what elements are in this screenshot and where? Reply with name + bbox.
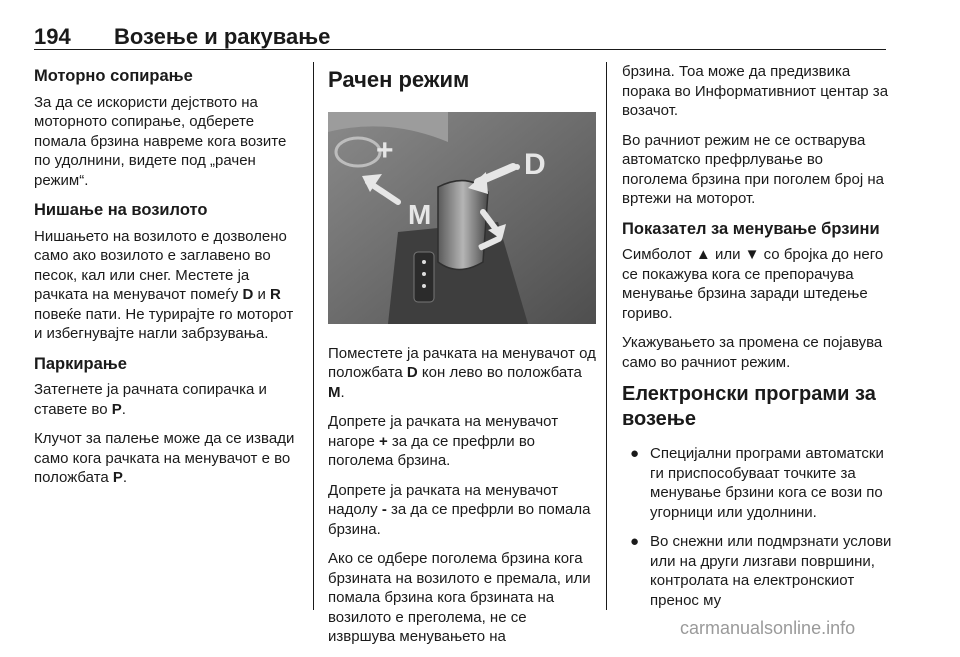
text-run: кон лево во положбата xyxy=(417,364,582,381)
text-run: за да се префрли во поголема брзина. xyxy=(328,432,535,469)
text-run: Нишањето на возилото е дозволено само ако возилото е заглавено во песок, кал или снег. Местете ја рачката на менувачот помеѓу xyxy=(34,227,287,304)
list-item-text: Во снежни или подмрзнати услови или на други лизгави површини, контролата на електронскиот пренос му xyxy=(650,533,892,609)
paragraph-parking-2 xyxy=(34,429,296,488)
text-run: за да се префрли во помала брзина. xyxy=(328,501,591,538)
text-run: . xyxy=(340,383,345,401)
text-run: повеќе пати. Не турирајте го моторот и избегнувајте нагли забрзувања. xyxy=(34,305,294,343)
text-bold-p: P xyxy=(112,469,123,487)
text-run: Допрете ја рачката на менувачот нагоре xyxy=(328,413,559,450)
text-bold-minus: - xyxy=(381,501,387,518)
label-m: M xyxy=(408,198,432,230)
text-run: Допрете ја рачката на менувачот надолу xyxy=(328,481,559,518)
column-2 xyxy=(328,62,596,657)
d-dot xyxy=(514,164,520,170)
label-d: D xyxy=(524,147,546,181)
page-header xyxy=(34,20,886,52)
heading-shift-indicator: Показател за менување брзини xyxy=(622,219,880,238)
paragraph-no-auto-shift: Во рачниот режим не се остварува автоматско префрлување во поголема брзина при поголем број на вртежи на моторот. xyxy=(622,131,884,207)
column-1 xyxy=(34,62,296,498)
text-bold-m: M xyxy=(328,383,341,401)
heading-rocking-vehicle: Нишање на возилото xyxy=(34,201,208,220)
heading-manual-mode: Рачен режим xyxy=(328,67,470,92)
paragraph-manual-3 xyxy=(328,481,596,540)
paragraph-engine-braking: За да се искористи дејството на моторното сопирање, одберете помала брзина навреме кога возите по удолнини, видете под „рачен режим“. xyxy=(34,93,287,189)
page-number: 194 xyxy=(34,24,71,49)
list-item xyxy=(622,444,892,522)
indicator-dot xyxy=(422,260,426,264)
list-item xyxy=(622,532,892,610)
gear-knob xyxy=(438,180,488,269)
page-title: Возење и ракување xyxy=(114,24,331,49)
gear-lever-photo xyxy=(328,112,596,324)
bullet-icon: ● xyxy=(630,533,640,551)
header-rule xyxy=(34,49,886,50)
bullet-icon: ● xyxy=(630,445,640,463)
paragraph-shift-symbol: Симболот ▲ или ▼ со бројка до него се покажува кога се препорачува менување брзина заради штедење гориво. xyxy=(622,246,884,322)
text-run: Клучот за палење може да се извади само кога рачката на менувачот е во положбата xyxy=(34,430,295,487)
text-bold-r: R xyxy=(270,286,281,304)
paragraph-rocking-vehicle xyxy=(34,227,296,344)
text-run: и xyxy=(253,286,271,304)
list-item-text: Специјални програми автоматски ги приспособуваат точките за менување брзини кога се вози по угорници или удолнини. xyxy=(650,445,884,521)
text-run: . xyxy=(121,400,126,418)
gear-indicator-strip xyxy=(414,252,434,302)
text-run: . xyxy=(122,469,128,487)
paragraph-manual-4: Ако се одбере поголема брзина кога брзината на возилото е премала, или помала брзина кога брзината на возилото е преголема, не се извршува менувањето на xyxy=(328,550,591,645)
indicator-dot xyxy=(422,272,426,276)
label-plus: + xyxy=(376,133,394,167)
paragraph-shift-manual-only: Укажувањето за промена се појавува само во рачниот режим. xyxy=(622,334,883,371)
column-3 xyxy=(622,62,892,620)
text-bold-p: P xyxy=(111,400,122,418)
column-divider-2 xyxy=(606,62,607,610)
programs-list xyxy=(622,444,892,610)
paragraph-manual-1 xyxy=(328,344,596,403)
watermark: carmanualsonline.info xyxy=(680,618,856,638)
heading-parking: Паркирање xyxy=(34,354,127,373)
text-run: Затегнете ја рачната сопирачка и ставете во xyxy=(34,381,267,418)
text-bold-d: D xyxy=(242,286,254,304)
paragraph-continued: брзина. Тоа може да предизвика порака во Информативниот центар за возачот. xyxy=(622,63,889,119)
text-run: Поместете ја рачката на менувачот од положбата xyxy=(328,344,596,381)
heading-engine-braking: Моторно сопирање xyxy=(34,67,193,85)
column-divider-1 xyxy=(313,62,314,610)
text-bold-plus: + xyxy=(378,432,388,450)
heading-electronic-programs: Електронски програми за возење xyxy=(622,383,876,431)
paragraph-parking-1 xyxy=(34,380,296,419)
paragraph-manual-2 xyxy=(328,412,596,471)
indicator-dot xyxy=(422,284,426,288)
gear-lever-illustration xyxy=(328,112,596,324)
text-bold-d: D xyxy=(406,364,418,381)
